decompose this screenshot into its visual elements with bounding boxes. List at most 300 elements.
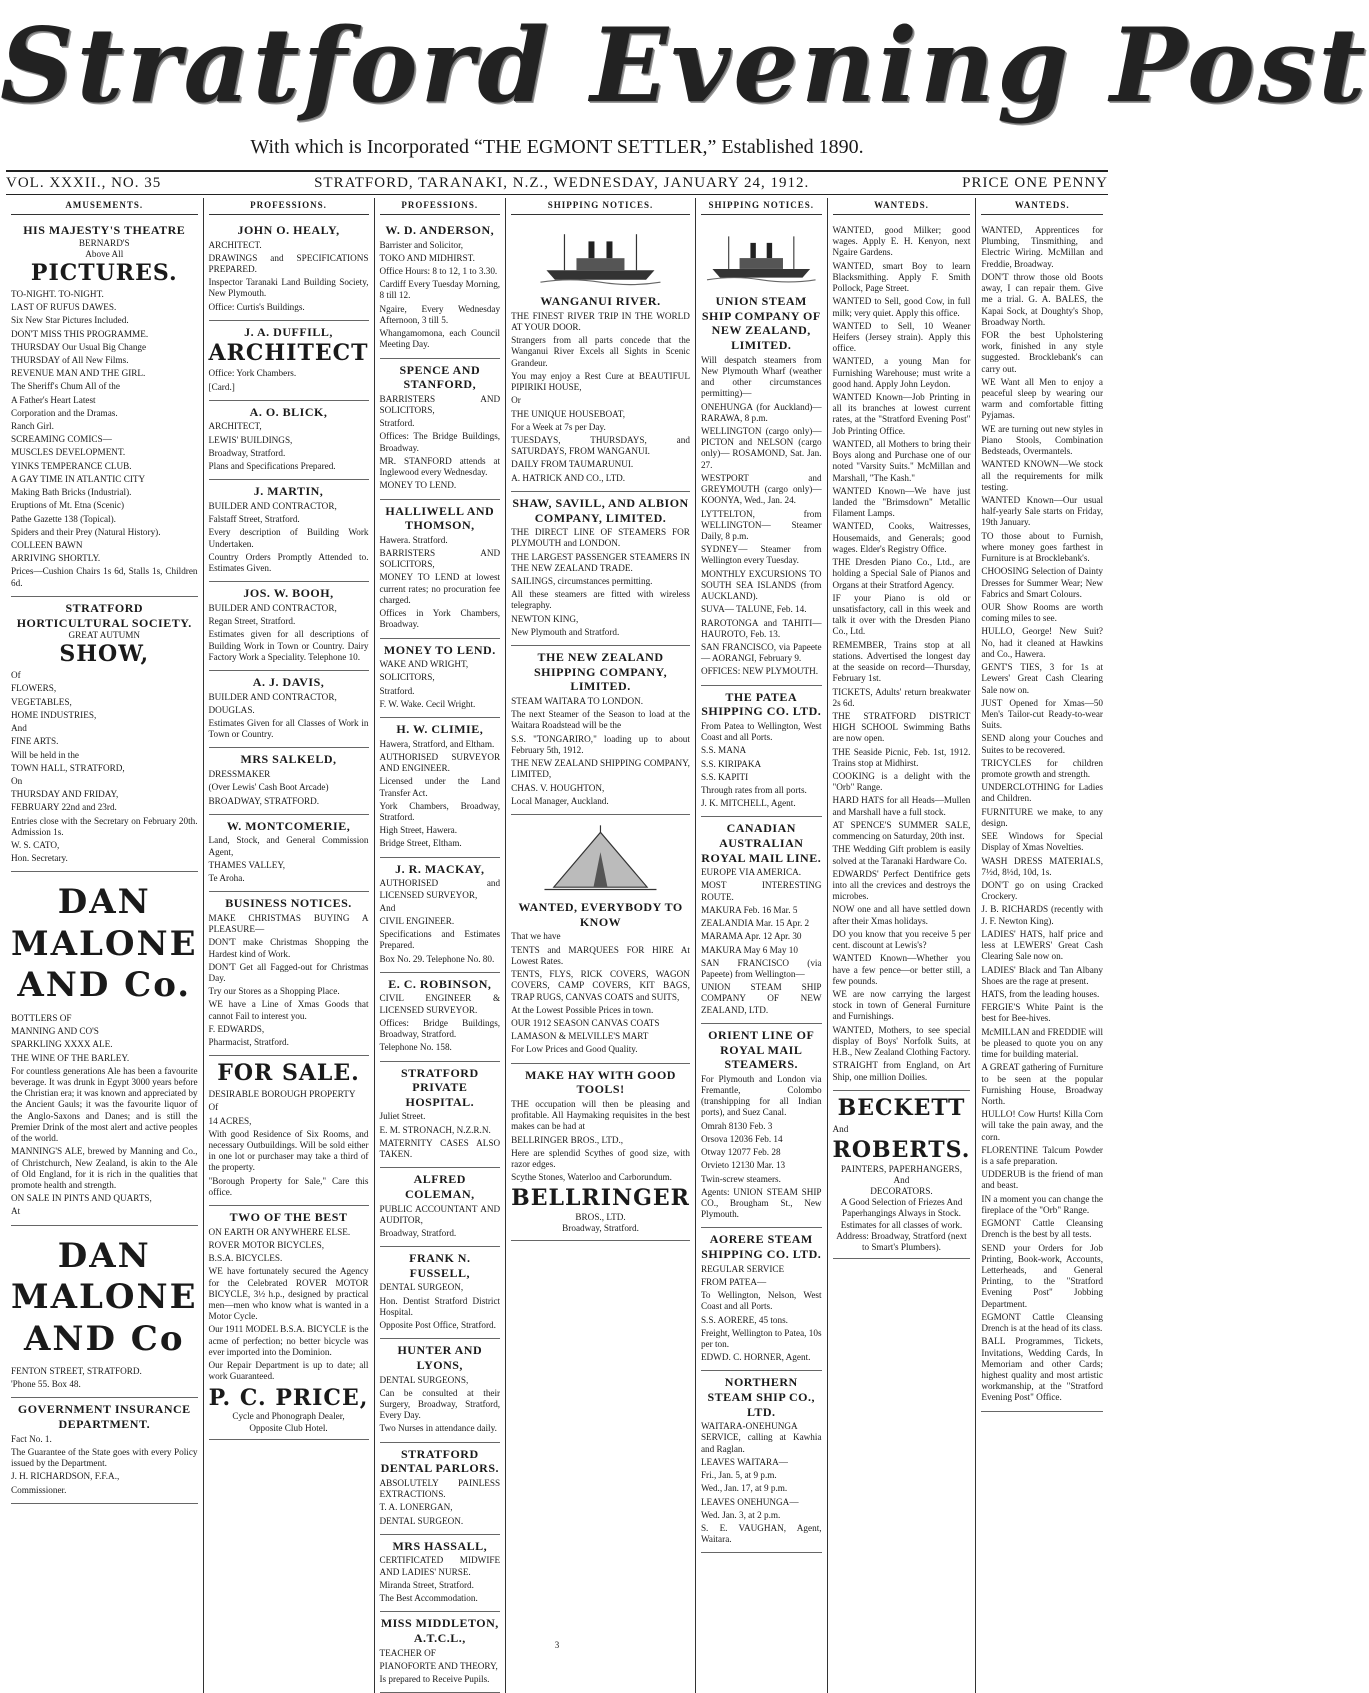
ad-text: Broadway, Stratford. bbox=[208, 447, 286, 458]
ad-text: Corporation and the Dramas. bbox=[11, 407, 118, 418]
ad-text: SCREAMING COMICS— bbox=[11, 434, 112, 445]
ad-heading: UNION STEAM SHIP COMPANY OF NEW ZEALAND, LIMITED. bbox=[701, 294, 821, 353]
ad-text: DENTAL SURGEON. bbox=[379, 1515, 464, 1526]
ad-text: Eruptions of Mt. Etna (Scenic) bbox=[11, 500, 125, 511]
ad-text: BUILDER AND CONTRACTOR, bbox=[208, 691, 337, 702]
ad-text: THURSDAY Our Usual Big Change bbox=[11, 341, 147, 352]
ad-text: Office Hours: 8 to 12, 1 to 3.30. bbox=[379, 266, 498, 277]
ad-text: LAST OF RUFUS DAWES. bbox=[11, 302, 117, 313]
ad-text: S.S. KIRIPAKA bbox=[700, 758, 762, 769]
ad-text: THE Seaside Picnic, Feb. 1st, 1912. Trains stop at Midhirst. bbox=[832, 746, 971, 768]
ad-text: BROADWAY, STRATFORD. bbox=[208, 795, 320, 806]
ad-heading: GOVERNMENT INSURANCE DEPARTMENT. bbox=[17, 1402, 191, 1432]
ad-display-text: ROBERTS. bbox=[832, 1136, 971, 1163]
ad-text: For Low Prices and Good Quality. bbox=[511, 1044, 638, 1055]
ad-text: S.S. AORERE, 45 tons. bbox=[700, 1314, 788, 1325]
ad-heading: MISS MIDDLETON, A.T.C.L., bbox=[380, 1616, 499, 1645]
ad-text: Box No. 29. Telephone No. 80. bbox=[379, 953, 495, 964]
ad-text: WANTED, Apprentices for Plumbing, Tinsmithing, and Electric Wiring. McMillan and Freddie, Broadway. bbox=[981, 224, 1103, 269]
ad-text: SUVA— TALUNE, Feb. 14. bbox=[700, 604, 807, 615]
ad-text: Local Manager, Auckland. bbox=[511, 795, 609, 806]
advertisement bbox=[380, 1535, 501, 1613]
volume-number: VOL. XXXII., NO. 35 bbox=[6, 174, 162, 191]
column-heading: SHIPPING NOTICES. bbox=[511, 198, 690, 215]
ad-text: Spiders and their Prey (Natural History). bbox=[11, 526, 161, 537]
advertisement bbox=[11, 219, 198, 597]
ad-text: SEE Windows for Special Display of Xmas Novelties. bbox=[981, 831, 1103, 853]
ad-text: LADIES' HATS, half price and less at LEWERS' Great Cash Clearing Sale now on. bbox=[981, 928, 1103, 962]
ad-text: THE STRATFORD DISTRICT HIGH SCHOOL Swimming Baths are now open. bbox=[832, 710, 971, 744]
advertisement bbox=[11, 1398, 198, 1503]
ad-text: Making Bath Bricks (Industrial). bbox=[11, 487, 132, 498]
ad-line: A Good Selection of Friezes And Paperhangings Always in Stock. bbox=[840, 1197, 963, 1219]
ad-text: TENTS and MARQUEES FOR HIRE At Lowest Rates. bbox=[511, 944, 690, 966]
ad-text: Regan Street, Stratford. bbox=[208, 616, 296, 627]
ad-text: SEND your Orders for Job Printing, Book-work, Accounts, Letterheads, and General Printing, to the "Stratford Evening Post" Jobbing Department. bbox=[981, 1242, 1103, 1309]
ad-text: ONEHUNGA (for Auckland)— RARAWA, 8 p.m. bbox=[700, 401, 822, 423]
ad-text: Six New Star Pictures Included. bbox=[11, 315, 129, 326]
ad-heading: THE NEW ZEALAND SHIPPING COMPANY, LIMITED. bbox=[533, 650, 668, 694]
column-1 bbox=[6, 198, 204, 1693]
ad-text: PUBLIC ACCOUNTANT AND AUDITOR, bbox=[379, 1203, 501, 1225]
ad-text: THE Dresden Piano Co., Ltd., are holding a Special Sale of Pianos and Organs at their Stratford Agency. bbox=[832, 557, 971, 590]
column-heading: WANTEDS. bbox=[833, 198, 971, 215]
advertisement bbox=[833, 1091, 971, 1260]
ad-text: MATERNITY CASES ALSO TAKEN. bbox=[379, 1137, 501, 1160]
ad-text: WE are now carrying the largest stock in town of General Furniture and Furnishings. bbox=[832, 988, 971, 1022]
ad-text: MOST INTERESTING ROUTE. bbox=[700, 880, 822, 902]
advertisement bbox=[209, 892, 369, 1056]
ad-text: The Best Accommodation. bbox=[379, 1593, 478, 1604]
ad-heading: A. J. DAVIS, bbox=[252, 674, 325, 689]
ad-text: SAN FRANCISCO (via Papeete) from Wellington— bbox=[700, 957, 822, 979]
ad-text: Is prepared to Receive Pupils. bbox=[379, 1673, 490, 1684]
ad-display-text: BELLRINGER bbox=[511, 1185, 690, 1212]
ad-text: McMILLAN and FREDDIE will be pleased to quote you on any time for building material. bbox=[981, 1026, 1103, 1060]
ad-text: Stratford. bbox=[379, 418, 415, 429]
ad-line: Address: Broadway, Stratford (next to Smart's Plumbers). bbox=[836, 1230, 967, 1253]
ad-text: DAILY FROM TAUMARUNUI. bbox=[511, 459, 634, 470]
ad-text: BUILDER AND CONTRACTOR, bbox=[208, 500, 337, 511]
ad-text: Here are splendid Scythes of good size, with razor edges. bbox=[511, 1147, 690, 1169]
ad-heading: W. MONTCOMERIE, bbox=[226, 818, 351, 833]
ad-text: WE have a Line of Xmas Goods that cannot Fail to interest you. bbox=[208, 999, 369, 1021]
column-heading: SHIPPING NOTICES. bbox=[701, 198, 822, 215]
ad-text: The next Steamer of the Season to load at the Waitara Roadstead will be the bbox=[511, 709, 690, 731]
ad-text: 14 ACRES, bbox=[208, 1115, 252, 1126]
ad-text: Twin-screw steamers. bbox=[700, 1173, 781, 1184]
ad-text: WANTED, Mothers, to see special display of Boys' Norfolk Suits, at H.B., New Zealand Clothing Factory. bbox=[832, 1024, 971, 1058]
advertisement bbox=[380, 1443, 501, 1535]
ad-heading: JOHN O. HEALY, bbox=[237, 222, 340, 237]
ad-text: Will despatch steamers from New Plymouth Wharf (weather and other circumstances permitting)— bbox=[700, 354, 822, 399]
ad-text: A. HATRICK AND CO., LTD. bbox=[511, 472, 626, 483]
ad-text: THURSDAY AND FRIDAY, bbox=[11, 789, 119, 800]
advertisement bbox=[380, 858, 501, 973]
ad-text: S.S. MANA bbox=[700, 745, 747, 756]
ad-heading: MRS HASSALL, bbox=[392, 1538, 488, 1553]
page-number: 3 bbox=[554, 1640, 560, 1650]
advertisement bbox=[209, 748, 369, 814]
ad-text: Freight, Wellington to Patea, 10s per ton. bbox=[700, 1327, 822, 1349]
ad-text: FLORENTINE Talcum Powder is a safe preparation. bbox=[981, 1144, 1103, 1167]
ad-display-text: DAN MALONE AND Co. bbox=[11, 882, 198, 1006]
ad-text: WANTED, a young Man for Furnishing Warehouse; must write a good hand. Apply John Leydon. bbox=[832, 356, 971, 389]
ad-text: Strangers from all parts concede that the Wanganui River Excels all Sights in Scenic Grandeur. bbox=[511, 335, 690, 368]
ad-text: All these steamers are fitted with wireless telegraphy. bbox=[511, 589, 690, 611]
ad-text: LEAVES ONEHUNGA— bbox=[700, 1496, 799, 1507]
ad-text: BARRISTERS AND SOLICITORS, bbox=[379, 393, 501, 416]
ad-text: New Plymouth and Stratford. bbox=[511, 626, 620, 637]
advertisement bbox=[209, 671, 369, 749]
ad-text: S.S. KAPITI bbox=[700, 771, 749, 782]
ad-text: TENTS, FLYS, RICK COVERS, WAGON COVERS, CAMP COVERS, KIT BAGS, TRAP RUGS, CANVAS COATS and SUITS, bbox=[511, 969, 690, 1002]
ad-text: Whangamomona, each Council Meeting Day. bbox=[379, 328, 501, 350]
ad-text: Pharmacist, Stratford. bbox=[208, 1037, 289, 1048]
advertisement bbox=[209, 219, 369, 321]
ad-text: UNION STEAM SHIP COMPANY OF NEW ZEALAND, LTD. bbox=[700, 982, 822, 1015]
ad-display-text: FOR SALE. bbox=[217, 1060, 360, 1087]
ad-text: FEBRUARY 22nd and 23rd. bbox=[11, 802, 117, 813]
ad-line: PAINTERS, PAPERHANGERS, bbox=[840, 1163, 963, 1174]
ad-text: DO you know that you receive 5 per cent. discount at Lewis's? bbox=[832, 928, 971, 951]
ad-heading: FRANK N. FUSSELL, bbox=[409, 1251, 471, 1280]
ad-text: Our 1911 MODEL B.S.A. BICYCLE is the acme of perfection; no better bicycle was ever imported into the Dominion. bbox=[208, 1324, 369, 1357]
ad-text: TICKETS, Adults' return breakwater 2s 6d. bbox=[832, 686, 971, 708]
newspaper-subtitle: With which is Incorporated “THE EGMONT SETTLER,” Established 1890. bbox=[250, 136, 864, 158]
advertisement bbox=[209, 582, 369, 671]
ad-heading: J. MARTIN, bbox=[253, 484, 324, 499]
place-date: STRATFORD, TARANAKI, N.Z., WEDNESDAY, JANUARY 24, 1912. bbox=[314, 174, 810, 191]
ad-text: Otway 12077 Feb. 28 bbox=[700, 1147, 781, 1158]
ad-text: MANNING'S ALE, brewed by Manning and Co., of Christchurch, New Zealand, is akin to the Ale of Old England, for it is rich in the qualities that promote health and strength. bbox=[11, 1146, 198, 1190]
ad-text: For a Week at 7s per Day. bbox=[511, 421, 606, 432]
marquee-tent-illustration bbox=[520, 823, 681, 893]
ad-text: S.S. "TONGARIRO," loading up to about February 5th, 1912. bbox=[511, 733, 690, 755]
ad-text: WE Want all Men to enjoy a peaceful sleep by wearing our warm and comfortable fitting Pyjamas. bbox=[981, 376, 1103, 421]
ad-text: Cardiff Every Tuesday Morning, 8 till 12. bbox=[379, 279, 501, 301]
ad-text: REVENUE MAN AND THE GIRL. bbox=[11, 368, 146, 379]
ad-text: ARCHITECT. bbox=[208, 239, 262, 250]
ad-text: Land, Stock, and General Commission Agent, bbox=[208, 835, 369, 857]
ad-heading: STRATFORD PRIVATE HOSPITAL. bbox=[400, 1065, 479, 1109]
ad-text: HATS, from the leading houses. bbox=[981, 988, 1100, 999]
ad-text: ABSOLUTELY PAINLESS EXTRACTIONS. bbox=[379, 1477, 501, 1500]
ad-text: To Wellington, Nelson, West Coast and all Ports. bbox=[700, 1290, 822, 1312]
advertisement bbox=[981, 219, 1103, 1412]
ad-heading: ALFRED COLEMAN, bbox=[404, 1172, 475, 1201]
column-heading: WANTEDS. bbox=[981, 198, 1103, 215]
ad-heading: BUSINESS NOTICES. bbox=[225, 896, 352, 911]
ad-text: CIVIL ENGINEER & LICENSED SURVEYOR. bbox=[379, 993, 501, 1015]
ad-text: Barrister and Solicitor, bbox=[379, 239, 464, 250]
column-heading: PROFESSIONS. bbox=[380, 198, 501, 215]
ad-line: DECORATORS. bbox=[870, 1186, 933, 1197]
ad-text: WANTED, Cooks, Waitresses, Housemaids, and Generals; good wages. Elder's Registry Office. bbox=[832, 521, 971, 554]
ad-text: Orvieto 12130 Mar. 13 bbox=[700, 1160, 786, 1171]
ad-text: TOKO AND MIDHIRST. bbox=[379, 252, 475, 263]
ad-text: Bridge Street, Eltham. bbox=[379, 838, 462, 849]
ad-text: DRESSMAKER bbox=[208, 769, 271, 780]
ad-line: And bbox=[893, 1174, 910, 1185]
ad-text: EGMONT Cattle Cleansing Drench is the best by all tests. bbox=[981, 1218, 1103, 1240]
ad-text: LYTTELTON, from WELLINGTON— Steamer Daily, 8 p.m. bbox=[700, 508, 822, 541]
ad-text: WAITARA-ONEHUNGA SERVICE, calling at Kawhia and Raglan. bbox=[700, 1421, 822, 1454]
ad-text: That we have bbox=[511, 931, 561, 942]
advertisement bbox=[209, 1056, 369, 1206]
ad-text: And bbox=[11, 723, 27, 734]
ad-text: S. E. VAUGHAN, Agent, Waitara. bbox=[700, 1523, 822, 1545]
ad-text: SYDNEY— Steamer from Wellington every Tuesday. bbox=[700, 544, 822, 566]
ad-text: WE have fortunately secured the Agency for the Celebrated ROVER MOTOR BICYCLE, 3½ h.p., designed by practical men—men who know what is wanted in a Motor Cycle. bbox=[208, 1266, 369, 1322]
ad-line: Cycle and Phonograph Dealer, bbox=[232, 1411, 345, 1422]
dateline bbox=[6, 170, 1108, 195]
ad-text: THE UNIQUE HOUSEBOAT, bbox=[511, 408, 626, 419]
ad-text: WELLINGTON (cargo only)— PICTON and NELSON (cargo only)— ROSAMOND, Sat. Jan. 27. bbox=[700, 426, 822, 470]
ad-text: A GAY TIME IN ATLANTIC CITY bbox=[11, 473, 146, 484]
ad-text: Offices: The Bridge Buildings, Broadway. bbox=[379, 431, 501, 453]
ad-text: CIVIL ENGINEER. bbox=[379, 915, 455, 926]
ad-text: TOWN HALL, STRATFORD, bbox=[11, 762, 125, 773]
ad-text: At the Lowest Possible Prices in town. bbox=[511, 1004, 654, 1015]
ad-text: OUR Show Rooms are worth coming miles to see. bbox=[981, 601, 1103, 624]
ad-text: Scythe Stones, Waterloo and Carborundum. bbox=[511, 1172, 672, 1183]
ad-text: FENTON STREET, STRATFORD. bbox=[11, 1366, 142, 1376]
ad-text: LEWIS' BUILDINGS, bbox=[208, 434, 293, 445]
advertisement bbox=[380, 1247, 501, 1339]
ad-heading: SPENCE AND STANFORD, bbox=[399, 362, 481, 392]
ad-text: J. H. RICHARDSON, F.F.A., bbox=[11, 1471, 120, 1482]
ad-text: TUESDAYS, THURSDAYS, and SATURDAYS, FROM WANGANUI. bbox=[511, 435, 690, 457]
ad-text: MANNING AND CO'S bbox=[11, 1026, 99, 1037]
ad-text: IF your Piano is old or unsatisfactory, call in this week and talk it over with the Dresden Piano Co., Ltd. bbox=[832, 592, 971, 637]
ad-text: High Street, Hawera. bbox=[379, 825, 458, 836]
ad-text: On bbox=[11, 775, 23, 786]
ad-text: Pathe Gazette 138 (Topical). bbox=[11, 513, 116, 524]
ad-text: ARRIVING SHORTLY. bbox=[11, 553, 101, 564]
column-2 bbox=[204, 198, 375, 1693]
ad-text: Telephone No. 158. bbox=[379, 1042, 452, 1053]
ad-text: MONEY TO LEND at lowest current rates; no procuration fee charged. bbox=[379, 572, 501, 605]
ad-text: WANTED KNOWN—We stock all the requirements for milk testing. bbox=[981, 459, 1103, 492]
ad-text: FINE ARTS. bbox=[11, 736, 59, 747]
advertisement bbox=[209, 401, 369, 481]
ad-text: Hon. Secretary. bbox=[11, 853, 68, 864]
advertisement bbox=[380, 500, 501, 639]
ad-text: THE FINEST RIVER TRIP IN THE WORLD AT YOUR DOOR. bbox=[511, 310, 690, 333]
advertisement bbox=[380, 973, 501, 1062]
ad-text: GENT'S TIES, 3 for 1s at Lewers' Great Cash Clearing Sale now on. bbox=[981, 662, 1103, 695]
ad-text: PIANOFORTE AND THEORY, bbox=[379, 1660, 498, 1671]
ad-text: SPARKLING XXXX ALE. bbox=[11, 1039, 113, 1050]
ad-text: MONEY TO LEND. bbox=[379, 480, 457, 491]
ad-text: DESIRABLE BOROUGH PROPERTY bbox=[208, 1089, 356, 1100]
ad-text: FURNITURE we make, to any design. bbox=[981, 806, 1103, 828]
advertisement bbox=[701, 686, 822, 818]
ad-text: Country Orders Promptly Attended to. Estimates Given. bbox=[208, 551, 369, 574]
ad-text: EDWARDS' Perfect Dentifrice gets into all the crevices and destroys the microbes. bbox=[832, 868, 971, 902]
ad-text: AUTHORISED and LICENSED SURVEYOR, bbox=[379, 878, 501, 900]
column-heading: AMUSEMENTS. bbox=[11, 198, 198, 215]
ad-text: Falstaff Street, Stratford. bbox=[208, 514, 300, 525]
ad-text: Te Aroha. bbox=[208, 873, 245, 884]
ad-text: Opposite Post Office, Stratford. bbox=[379, 1320, 496, 1331]
advertisement bbox=[380, 219, 501, 359]
ad-text: NOW one and all have settled down after their Xmas holidays. bbox=[832, 904, 971, 926]
ad-text: LADIES' Black and Tan Albany Shoes are the rage at present. bbox=[981, 964, 1103, 986]
masthead bbox=[0, 0, 1369, 191]
steamship-illustration bbox=[520, 227, 681, 287]
advertisement bbox=[209, 480, 369, 582]
ad-text: The Sheriff's Chum All of the bbox=[11, 381, 120, 392]
advertisement bbox=[701, 1228, 822, 1371]
ad-text: W. S. CATO, bbox=[11, 840, 60, 851]
ad-text: SAILINGS, circumstances permitting. bbox=[511, 576, 653, 586]
ad-text: Through rates from all ports. bbox=[700, 784, 807, 795]
ad-text: COOKING is a delight with the "Orb" Range. bbox=[832, 771, 971, 793]
ad-text: Hawera, Stratford, and Eltham. bbox=[379, 738, 495, 749]
ad-text: T. A. LONERGAN, bbox=[379, 1502, 453, 1513]
ad-text: Specifications and Estimates Prepared. bbox=[379, 929, 501, 951]
ad-text: EDWD. C. HORNER, Agent. bbox=[700, 1352, 811, 1363]
ad-text: STRAIGHT from England, on Art Ship, one million Doilies. bbox=[832, 1060, 971, 1082]
ad-text: THE DIRECT LINE OF STEAMERS FOR PLYMOUTH and LONDON. bbox=[511, 527, 690, 549]
ad-text: A Father's Heart Latest bbox=[11, 394, 96, 405]
ad-text: MR. STANFORD attends at Inglewood every Wednesday. bbox=[379, 455, 501, 478]
ad-text: Fact No. 1. bbox=[11, 1433, 52, 1444]
ad-text: (Over Lewis' Cash Boot Arcade) bbox=[208, 782, 329, 793]
ad-text: VEGETABLES, bbox=[11, 696, 72, 707]
ad-text: Of bbox=[208, 1102, 219, 1113]
ad-text: MARAMA Apr. 12 Apr. 30 bbox=[700, 931, 802, 942]
ad-text: DON'T throw those old Boots away, I can repair them. Give me a trial. G. A. BALES, the Kapai Sock, at Doughty's Shop, Broadway North. bbox=[981, 271, 1103, 327]
ad-heading: E. C. ROBINSON, bbox=[388, 976, 492, 991]
ad-text: Omrah 8130 Feb. 3 bbox=[700, 1120, 773, 1131]
ad-text: Miranda Street, Stratford. bbox=[379, 1579, 474, 1590]
ad-text: HULLO, George! New Suit? No, had it cleaned at Hawkins and Co., Hawera. bbox=[981, 626, 1103, 659]
ad-line: Estimates for all classes of work. bbox=[840, 1219, 963, 1230]
advertisement bbox=[209, 815, 369, 893]
advertisement bbox=[209, 321, 369, 401]
ad-text: Try our Stores as a Shopping Place. bbox=[208, 986, 340, 997]
ad-text: Stratford. bbox=[379, 685, 415, 696]
ad-text: From Patea to Wellington, West Coast and all Ports. bbox=[700, 720, 822, 743]
ad-text: WE are turning out new styles in Piano Stools, Combination Bedsteads, Overmantels. bbox=[981, 423, 1103, 457]
ad-text: Inspector Taranaki Land Building Society, New Plymouth. bbox=[208, 277, 369, 299]
column-heading: PROFESSIONS. bbox=[209, 198, 369, 215]
column-6 bbox=[828, 198, 977, 1693]
ad-text: Will be held in the bbox=[11, 749, 80, 760]
ad-text: You may enjoy a Rest Cure at BEAUTIFUL PIPIRIKI HOUSE, bbox=[511, 370, 690, 393]
ad-text: BELLRINGER BROS., LTD., bbox=[511, 1134, 624, 1145]
ad-text: HOME INDUSTRIES, bbox=[11, 709, 97, 720]
ad-heading: NORTHERN STEAM SHIP CO., LTD. bbox=[707, 1375, 815, 1419]
advertisement bbox=[511, 646, 690, 815]
ad-text: BUILDER AND CONTRACTOR, bbox=[208, 602, 337, 613]
ad-text: Every description of Building Work Undertaken. bbox=[208, 527, 369, 549]
ad-text: ON EARTH OR ANYWHERE ELSE. bbox=[208, 1226, 351, 1237]
ad-text: SAN FRANCISCO, via Papeete— AORANGI, February 9. bbox=[700, 641, 822, 664]
ad-heading: JOS. W. BOOH, bbox=[243, 586, 334, 601]
advertisement bbox=[701, 1371, 822, 1553]
advertisement bbox=[380, 1062, 501, 1169]
ad-text: MAKURA Feb. 16 Mar. 5 bbox=[700, 904, 798, 915]
ad-text: Or bbox=[511, 395, 521, 406]
ad-display-text: P. C. PRICE, bbox=[208, 1384, 369, 1411]
ad-text: ROVER MOTOR BICYCLES, bbox=[208, 1239, 324, 1250]
advertisement bbox=[511, 1064, 690, 1241]
ad-text: JUST Opened for Xmas—50 Men's Tailor-cut Ready-to-wear Suits. bbox=[981, 697, 1103, 731]
advertisement bbox=[11, 872, 198, 1225]
ad-text: THE NEW ZEALAND SHIPPING COMPANY, LIMITED, bbox=[511, 758, 690, 780]
ad-heading: MRS SALKELD, bbox=[240, 752, 337, 767]
ad-display-text: SHOW, bbox=[59, 641, 150, 668]
ad-text: NEWTON KING, bbox=[511, 613, 579, 624]
ad-text: AUTHORISED SURVEYOR AND ENGINEER. bbox=[379, 751, 501, 774]
ad-text: B.S.A. BICYCLES. bbox=[208, 1253, 283, 1264]
ad-text: DENTAL SURGEONS, bbox=[379, 1374, 469, 1385]
ad-text: STEAM WAITARA TO LONDON. bbox=[511, 695, 644, 706]
ad-text: TO-NIGHT. TO-NIGHT. bbox=[11, 288, 104, 299]
ad-text: REMEMBER, Trains stop at all stations. Advertised the longest day at the seaside on record—Thursday, February 1st. bbox=[832, 639, 971, 684]
ad-line: Broadway, Stratford. bbox=[562, 1223, 639, 1234]
ad-text: DON'T go on using Cracked Crockery. bbox=[981, 880, 1103, 902]
ad-display-text: ARCHITECT bbox=[208, 339, 369, 366]
ad-text: WANTED Known—Job Printing in all its branches at lowest current rates, at the "Stratford Evening Post" Job Printing Office. bbox=[832, 392, 971, 436]
ad-text: Estimates Given for all Classes of Work in Town or Country. bbox=[208, 718, 369, 740]
advertisement bbox=[511, 492, 690, 646]
advertisement bbox=[701, 219, 822, 686]
ad-text: DON'T MISS THIS PROGRAMME. bbox=[11, 328, 149, 339]
advertisement bbox=[511, 219, 690, 492]
ad-text: Two Nurses in attendance daily. bbox=[379, 1423, 497, 1434]
advertisement bbox=[511, 815, 690, 1064]
advertisement bbox=[380, 718, 501, 858]
ad-text: The Guarantee of the State goes with every Policy issued by the Department. bbox=[11, 1446, 198, 1469]
ad-text: THE Wedding Gift problem is easily solved at the Taranaki Hardware Co. bbox=[832, 844, 971, 866]
ad-heading: WANGANUI RIVER. bbox=[540, 294, 661, 309]
ad-heading: HIS MAJESTY'S THEATRE bbox=[23, 222, 186, 237]
ad-text: E. M. STRONACH, N.Z.R.N. bbox=[379, 1124, 491, 1135]
ad-text: TRICYCLES for children promote growth and strength. bbox=[981, 757, 1103, 780]
ad-text: DOUGLAS. bbox=[208, 704, 255, 715]
ad-text: DENTAL SURGEON, bbox=[379, 1282, 464, 1293]
ad-text: WESTPORT and GREYMOUTH (cargo only)— KOONYA, Wed., Jan. 24. bbox=[700, 472, 822, 506]
advertisement bbox=[701, 1024, 822, 1229]
ad-text: Offices in York Chambers, Broadway. bbox=[379, 608, 501, 630]
ad-text: EUROPE VIA AMERICA. bbox=[700, 867, 802, 878]
ad-text: OUR 1912 SEASON CANVAS COATS bbox=[511, 1017, 660, 1028]
price: PRICE ONE PENNY bbox=[962, 174, 1108, 191]
ad-heading: WANTED, EVERYBODY TO KNOW bbox=[518, 900, 683, 929]
ad-text: UNDERCLOTHING for Ladies and Children. bbox=[981, 782, 1103, 804]
ad-heading: STRATFORD HORTICULTURAL SOCIETY. bbox=[16, 600, 192, 630]
ad-text: Fri., Jan. 5, at 9 p.m. bbox=[700, 1470, 777, 1481]
ad-line: GREAT AUTUMN bbox=[68, 630, 141, 641]
ad-text: WANTED to Sell, 10 Weaner Heifers (Jersey strain). Apply this office. bbox=[832, 320, 971, 354]
ad-text: Office: York Chambers. bbox=[208, 368, 297, 379]
ad-heading: THE PATEA SHIPPING CO. LTD. bbox=[701, 689, 822, 719]
ad-text: WANTED, good Milker; good wages. Apply E. H. Kenyon, next Ngaire Gardens. bbox=[832, 224, 971, 258]
ad-heading: ORIENT LINE OF ROYAL MAIL STEAMERS. bbox=[708, 1027, 815, 1072]
ad-heading: HALLIWELL AND THOMSON, bbox=[385, 503, 495, 533]
advertisement bbox=[380, 359, 501, 500]
ad-text: Commissioner. bbox=[11, 1484, 67, 1495]
ad-text: FERGIE'S White Paint is the best for Bee-hives. bbox=[981, 1002, 1103, 1024]
ad-text: Juliet Street. bbox=[379, 1111, 426, 1122]
ad-text: HARD HATS for all Heads—Mullen and Marshall have a full stock. bbox=[832, 795, 971, 817]
ad-line: Above All bbox=[85, 248, 124, 259]
